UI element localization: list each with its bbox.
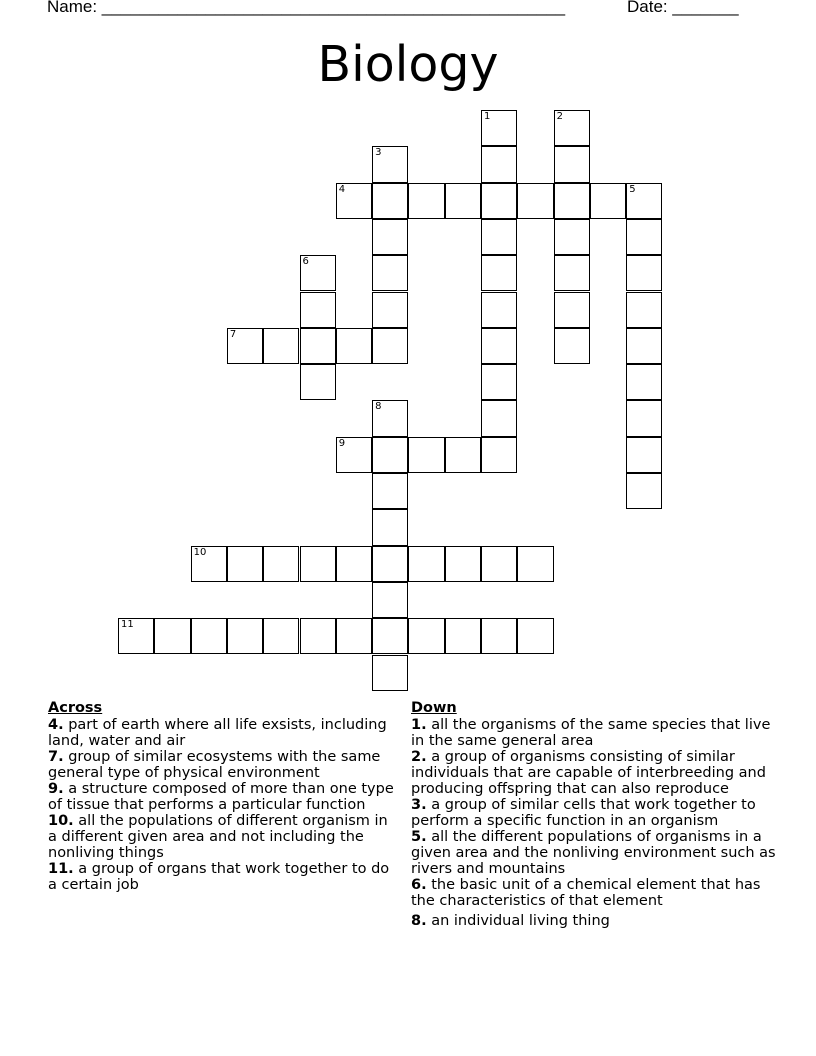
clue-number: 4 xyxy=(338,183,346,195)
across-clues xyxy=(48,700,398,893)
crossword-cell[interactable] xyxy=(554,183,590,219)
clue-number: 8 xyxy=(375,401,382,413)
crossword-cell[interactable] xyxy=(263,618,299,654)
crossword-cell[interactable] xyxy=(481,110,517,146)
crossword-cell[interactable] xyxy=(408,546,444,582)
crossword-cell[interactable] xyxy=(300,328,336,364)
clue-num: 10. xyxy=(48,813,74,829)
crossword-cell[interactable] xyxy=(481,183,517,219)
crossword-cell[interactable] xyxy=(336,618,372,654)
crossword-cell[interactable] xyxy=(481,364,517,400)
crossword-cell[interactable] xyxy=(481,328,517,364)
crossword-cell[interactable] xyxy=(300,546,336,582)
crossword-cell[interactable] xyxy=(372,473,408,509)
crossword-cell[interactable] xyxy=(191,546,227,582)
clue-text: all the organisms of the same species that live in the same general area xyxy=(411,717,771,749)
clue-num: 7. xyxy=(48,749,64,765)
crossword-cell[interactable] xyxy=(481,292,517,328)
crossword-cell[interactable] xyxy=(300,364,336,400)
clue-number: 11 xyxy=(121,619,134,631)
down-clues xyxy=(411,700,776,929)
down-heading: Down xyxy=(411,700,457,716)
across-clue xyxy=(48,813,398,861)
clue-num: 6. xyxy=(411,877,427,893)
down-clue xyxy=(411,717,776,749)
crossword-cell[interactable] xyxy=(408,618,444,654)
down-clue xyxy=(411,913,776,929)
crossword-cell[interactable] xyxy=(481,255,517,291)
across-clue xyxy=(48,861,398,893)
crossword-cell[interactable] xyxy=(372,255,408,291)
crossword-cell[interactable] xyxy=(372,655,408,691)
crossword-cell[interactable] xyxy=(626,183,662,219)
crossword-cell[interactable] xyxy=(481,437,517,473)
clue-text: a structure composed of more than one type of tissue that performs a particular function xyxy=(48,781,394,813)
crossword-cell[interactable] xyxy=(372,146,408,182)
crossword-cell[interactable] xyxy=(227,546,263,582)
crossword-cell[interactable] xyxy=(481,400,517,436)
crossword-cell[interactable] xyxy=(481,146,517,182)
clue-num: 9. xyxy=(48,781,64,797)
clue-text: an individual living thing xyxy=(431,913,610,929)
crossword-cell[interactable] xyxy=(300,255,336,291)
down-clue xyxy=(411,829,776,877)
clue-text: the basic unit of a chemical element that has the characteristics of that element xyxy=(411,877,761,909)
crossword-cell[interactable] xyxy=(227,618,263,654)
crossword-cell[interactable] xyxy=(372,437,408,473)
crossword-cell[interactable] xyxy=(517,183,553,219)
crossword-cell[interactable] xyxy=(590,183,626,219)
clue-number: 5 xyxy=(629,183,636,195)
clue-num: 2. xyxy=(411,749,427,765)
crossword-cell[interactable] xyxy=(517,546,553,582)
clue-num: 11. xyxy=(48,861,74,877)
name-field[interactable]: Name: _________________________________________________ xyxy=(47,0,566,16)
crossword-cell[interactable] xyxy=(118,618,154,654)
puzzle-title: Biology xyxy=(317,36,499,93)
across-clue xyxy=(48,781,398,813)
crossword-cell[interactable] xyxy=(154,618,190,654)
clue-number: 1 xyxy=(484,111,491,122)
down-clue xyxy=(411,877,776,909)
clue-number: 10 xyxy=(193,546,207,558)
crossword-cell[interactable] xyxy=(300,618,336,654)
crossword-cell[interactable] xyxy=(626,328,662,364)
crossword-cell[interactable] xyxy=(626,400,662,436)
clue-text: group of similar ecosystems with the same general type of physical environment xyxy=(48,749,381,781)
crossword-cell[interactable] xyxy=(336,546,372,582)
crossword-cell[interactable] xyxy=(481,546,517,582)
crossword-cell[interactable] xyxy=(626,473,662,509)
crossword-cell[interactable] xyxy=(481,219,517,255)
crossword-cell[interactable] xyxy=(408,437,444,473)
down-clue-list xyxy=(411,717,776,929)
crossword-cell[interactable] xyxy=(300,292,336,328)
clue-num: 3. xyxy=(411,797,427,813)
clue-text: all the populations of different organism in a different given area and not including the nonliving things xyxy=(48,813,388,861)
crossword-cell[interactable] xyxy=(336,328,372,364)
crossword-cell[interactable] xyxy=(626,364,662,400)
clue-text: a group of organisms consisting of similar individuals that are capable of interbreeding and producing offspring that can also reproduce xyxy=(411,749,766,797)
crossword-cell[interactable] xyxy=(554,219,590,255)
crossword-cell[interactable] xyxy=(372,546,408,582)
crossword-cell[interactable] xyxy=(626,255,662,291)
across-clue-list xyxy=(48,717,398,893)
across-clue xyxy=(48,717,398,749)
clue-text: all the different populations of organisms in a given area and the nonliving environment such as rivers and mountains xyxy=(411,829,776,877)
crossword-cell[interactable] xyxy=(372,292,408,328)
crossword-cell[interactable] xyxy=(408,183,444,219)
crossword-cell[interactable] xyxy=(554,328,590,364)
crossword-cell[interactable] xyxy=(372,183,408,219)
crossword-cell[interactable] xyxy=(372,328,408,364)
clue-text: a group of organs that work together to do a certain job xyxy=(48,861,390,893)
crossword-cell[interactable] xyxy=(554,110,590,146)
clue-num: 1. xyxy=(411,717,427,733)
crossword-cell[interactable] xyxy=(372,400,408,436)
clue-text: a group of similar cells that work together to perform a specific function in an organism xyxy=(411,797,756,829)
date-field[interactable]: Date: _______ xyxy=(627,0,739,16)
crossword-cell[interactable] xyxy=(554,292,590,328)
clue-num: 4. xyxy=(48,717,64,733)
crossword-cell[interactable] xyxy=(626,437,662,473)
crossword-cell[interactable] xyxy=(372,219,408,255)
crossword-cell[interactable] xyxy=(336,183,372,219)
crossword-cell[interactable] xyxy=(336,437,372,473)
clue-number: 7 xyxy=(229,328,237,340)
down-clue xyxy=(411,749,776,797)
crossword-cell[interactable] xyxy=(445,546,481,582)
crossword-cell[interactable] xyxy=(626,219,662,255)
clue-number: 6 xyxy=(302,256,309,268)
clue-text: part of earth where all life exsists, including land, water and air xyxy=(48,717,387,749)
across-heading: Across xyxy=(48,700,103,716)
crossword-cell[interactable] xyxy=(372,509,408,545)
crossword-cell[interactable] xyxy=(445,183,481,219)
clue-number: 2 xyxy=(556,111,563,122)
across-clue xyxy=(48,749,398,781)
crossword-cell[interactable] xyxy=(263,546,299,582)
crossword-cell[interactable] xyxy=(445,437,481,473)
crossword-cell[interactable] xyxy=(445,618,481,654)
crossword-cell[interactable] xyxy=(191,618,227,654)
crossword-cell[interactable] xyxy=(372,618,408,654)
crossword-cell[interactable] xyxy=(626,292,662,328)
crossword-cell[interactable] xyxy=(554,255,590,291)
down-clue xyxy=(411,797,776,829)
clue-number: 9 xyxy=(338,437,346,449)
crossword-cell[interactable] xyxy=(263,328,299,364)
clue-num: 5. xyxy=(411,829,427,845)
clue-number: 3 xyxy=(375,147,382,159)
crossword-cell[interactable] xyxy=(481,618,517,654)
crossword-cell[interactable] xyxy=(372,582,408,618)
crossword-cell[interactable] xyxy=(554,146,590,182)
clue-num: 8. xyxy=(411,913,427,929)
crossword-cell[interactable] xyxy=(517,618,553,654)
crossword-cell[interactable] xyxy=(227,328,263,364)
